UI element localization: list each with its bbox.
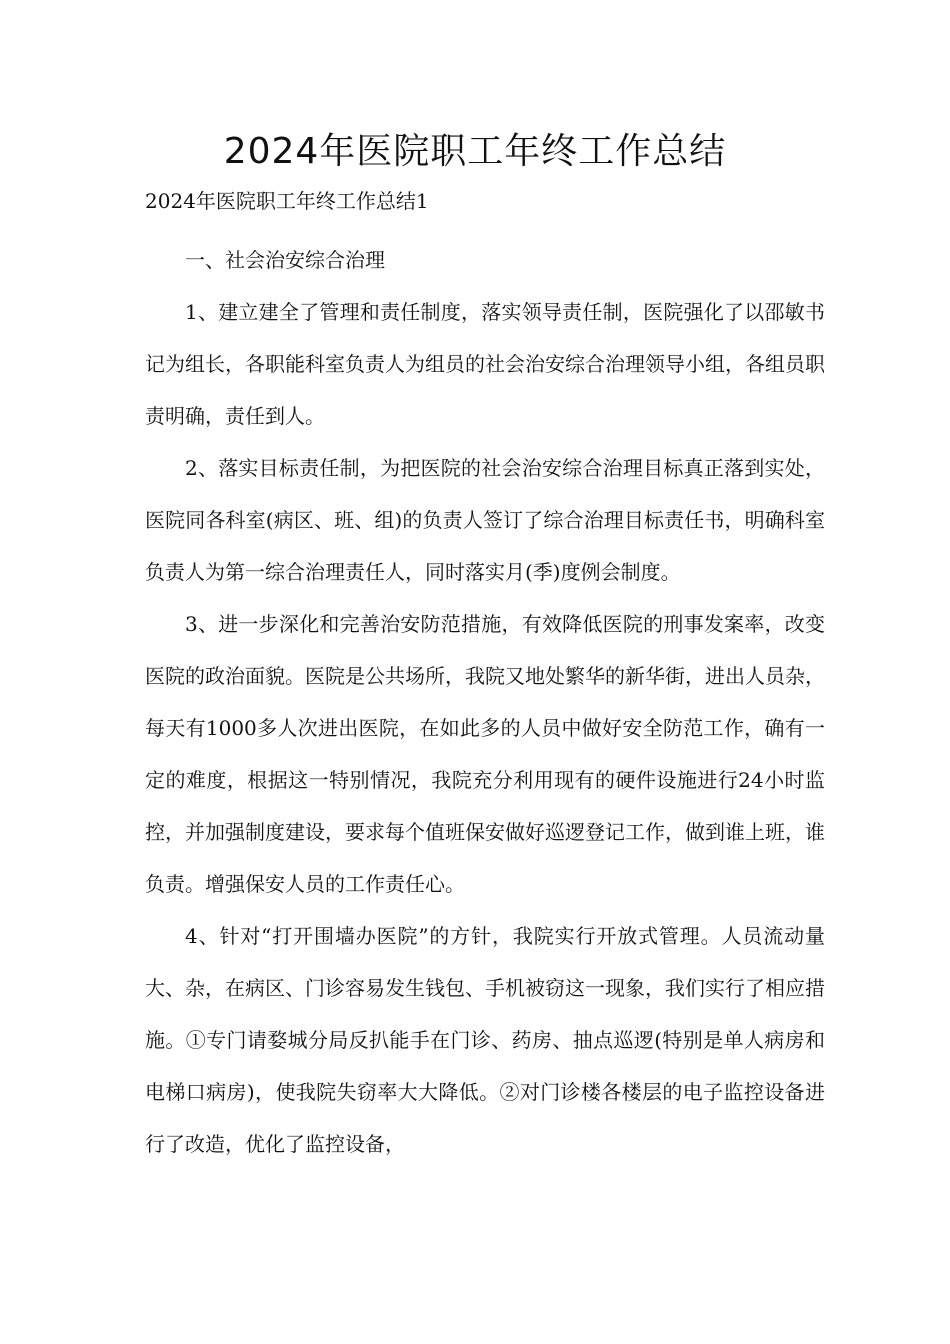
paragraph-2: 2、落实目标责任制，为把医院的社会治安综合治理目标真正落到实处，医院同各科室(病区、班、组)的负责人签订了综合治理目标责任书，明确科室负责人为第一综合治理责任人，同时落实月(季)度例会制度。 [145, 456, 825, 584]
paragraph-4: 4、针对“打开围墙办医院”的方针，我院实行开放式管理。人员流动量大、杂，在病区、门诊容易发生钱包、手机被窃这一现象，我们实行了相应措施。①专门请婺城分局反扒能手在门诊、药房、抽点巡逻(特别是单人病房和电梯口病房)，使我院失窃率大大降低。②对门诊楼各楼层的电子监控设备进行了改造，优化了监控设备， [145, 924, 825, 1156]
paragraph-3: 3、进一步深化和完善治安防范措施，有效降低医院的刑事发案率，改变医院的政治面貌。医院是公共场所，我院又地处繁华的新华街，进出人员杂，每天有1000多人次进出医院，在如此多的人员中做好安全防范工作，确有一定的难度，根据这一特别情况，我院充分利用现有的硬件设施进行24小时监控，并加强制度建设，要求每个值班保安做好巡逻登记工作，做到谁上班，谁负责。增强保安人员的工作责任心。 [145, 612, 825, 896]
document-subtitle: 2024年医院职工年终工作总结1 [145, 189, 429, 213]
document-body [145, 182, 825, 1170]
paragraph-1: 1、建立建全了管理和责任制度，落实领导责任制，医院强化了以邵敏书记为组长，各职能科室负责人为组员的社会治安综合治理领导小组，各组员职责明确，责任到人。 [145, 300, 825, 428]
document-title: 2024年医院职工年终工作总结 [223, 131, 727, 172]
section-heading: 一、社会治安综合治理 [185, 248, 385, 272]
